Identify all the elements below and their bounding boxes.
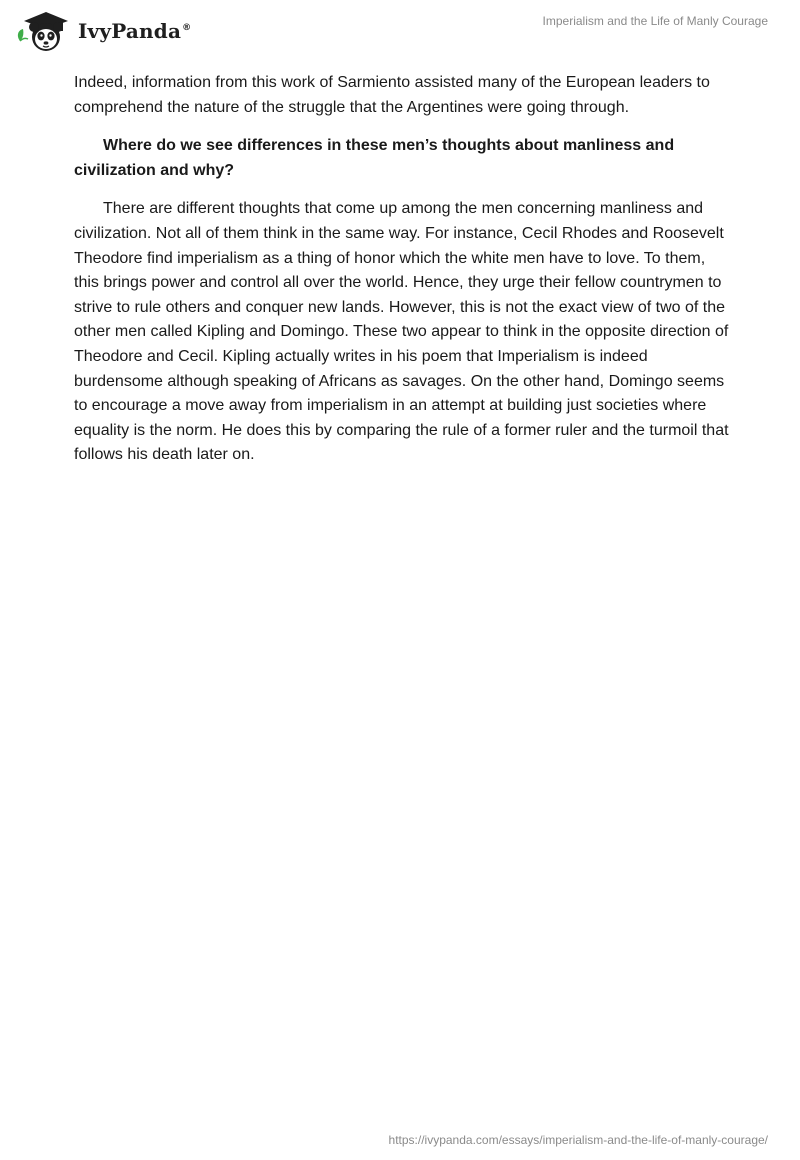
- source-url-link[interactable]: https://ivypanda.com/essays/imperialism-and-the-life-of-manly-courage/: [388, 1133, 768, 1147]
- section-question-heading: Where do we see differences in these men’s thoughts about manliness and civilization and why?: [74, 137, 675, 179]
- brand-name-text: IvyPanda: [78, 19, 182, 43]
- document-title: Imperialism and the Life of Manly Courage: [542, 14, 768, 28]
- registered-mark: ®: [182, 23, 192, 34]
- essay-content: [74, 71, 734, 468]
- panda-graduation-cap-icon: [14, 8, 74, 54]
- body-paragraph-2: There are different thoughts that come up among the men concerning manliness and civilization. Not all of them think in the same way. For instance, Cecil Rhodes and Roosevelt Theodore find imperialism as a thing of honor which the white men have to love. To them, this brings power and control all over the world. Hence, they urge their fellow countrymen to strive to rule others and conquer new lands. However, this is not the exact view of two of the other men called Kipling and Domingo. These two appear to think in the opposite direction of Theodore and Cecil. Kipling actually writes in his poem that Imperialism is indeed burdensome although speaking of Africans as savages. On the other hand, Domingo seems to encourage a move away from imperialism in an attempt at building just societies where equality is the norm. He does this by comparing the rule of a former ruler and the turmoil that follows his death later on.: [74, 200, 729, 464]
- page-header: [0, 0, 800, 60]
- body-paragraph-1: Indeed, information from this work of Sarmiento assisted many of the European leaders to comprehend the nature of the struggle that the Argentines were going through.: [74, 74, 710, 116]
- brand-name: [78, 19, 191, 43]
- ivypanda-logo[interactable]: [14, 8, 191, 54]
